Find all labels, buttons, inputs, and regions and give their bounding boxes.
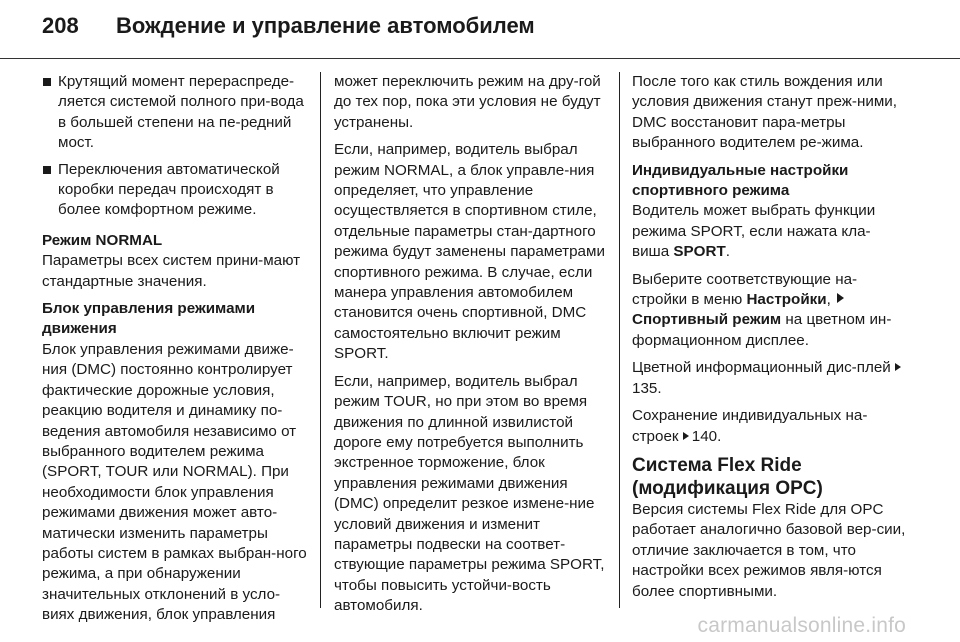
paragraph: После того как стиль вождения или условия движения станут преж-ними, DMC восстановит пара-метры выбранного водителем ре-жима.: [632, 73, 897, 152]
dmc-heading: Блок управления режимами движения: [42, 300, 256, 338]
paragraph: Версия системы Flex Ride для OPC работает аналогично базовой вер-сии, отличие заключается в том, что настройки всех режимов явля-ются более спортивными.: [632, 500, 906, 600]
individual-settings-heading: Индивидуальные настройки спортивного режима: [632, 161, 849, 200]
flexride-heading: Система Flex Ride (модификация OPC): [632, 454, 823, 499]
paragraph: может переключить режим на дру-гой до тех пор, пока эти условия не будут устранены.: [334, 73, 601, 131]
paragraph: Если, например, водитель выбрал режим TOUR, но при этом во время движения по длинной извилистой дороге ему потребуется выполнить экстренное торможение, блок управления режимами движения (DMC) определит резкое измене-ние условий движения и изменит параметры подвески на соответ-ствующие параметры режима SPORT, чтобы повысить устойчи-вость автомобиля.: [334, 372, 605, 615]
header-divider: [0, 58, 960, 59]
column-1: [42, 72, 310, 633]
paragraph: Выберите соответствующие на-стройки в меню Настройки, Спортивный режим на цветном ин-формационном дисплее.: [632, 270, 892, 349]
page-reference[interactable]: 140.: [691, 427, 722, 445]
bullet-list: [42, 72, 310, 221]
paragraph: Сохранение индивидуальных на-строек 140.: [632, 407, 868, 445]
normal-mode-heading: Режим NORMAL: [42, 231, 163, 249]
page-title: Вождение и управление автомобилем: [116, 13, 535, 38]
dmc-text: Блок управления режимами движе-ния (DMC) постоянно контролирует фактические дорожные условия, реакцию водителя и динамику по-ведения автомобиля независимо от выбранного водителем режима (SPORT, TOUR или NORMAL). При необходимости блок управления режимами движения может авто-матически изменить параметры работы систем в рамках выбран-ного режима, а при обнаружении значительных отклонений в усло-виях движения, блок управления: [42, 340, 307, 624]
square-bullet-icon: [43, 166, 51, 174]
page-reference[interactable]: 135.: [632, 379, 662, 397]
paragraph: Водитель может выбрать функции режима SPORT, если нажата кла-виша SPORT.: [632, 202, 876, 261]
bullet-item: Переключения автоматической коробки передач происходят в более комфортном режиме.: [42, 160, 310, 221]
watermark: carmanualsonline.info: [697, 614, 906, 637]
bullet-item: Крутящий момент перераспреде-ляется системой полного при-вода в большей степени на пе-редний мост.: [42, 72, 310, 154]
menu-sport-mode-label: Спортивный режим: [632, 311, 782, 329]
page-number: 208: [42, 13, 79, 38]
page-reference-icon: [895, 363, 901, 371]
normal-mode-text: Параметры всех систем прини-мают стандартные значения.: [42, 252, 301, 290]
page-reference-icon: [683, 432, 689, 440]
column-divider-2: [619, 72, 620, 608]
square-bullet-icon: [43, 78, 51, 86]
column-divider-1: [320, 72, 321, 608]
column-2: [334, 72, 606, 624]
menu-settings-label: Настройки: [746, 291, 827, 309]
paragraph: Цветной информационный дис-плей 135.: [632, 358, 906, 399]
page-header: [42, 6, 535, 46]
menu-arrow-icon: [837, 293, 844, 303]
paragraph: Если, например, водитель выбрал режим NORMAL, а блок управле-ния определяет, что управление осуществляется в спортивном стиле, отдельные параметры стан-дартного режима будут заменены параметрами спортивного режима. В случае, если манера управления автомобилем становится очень спортивной, DMC самостоятельно включит режим SPORT.: [334, 141, 605, 363]
sport-key-label: SPORT: [673, 243, 726, 261]
column-3: [632, 72, 906, 609]
